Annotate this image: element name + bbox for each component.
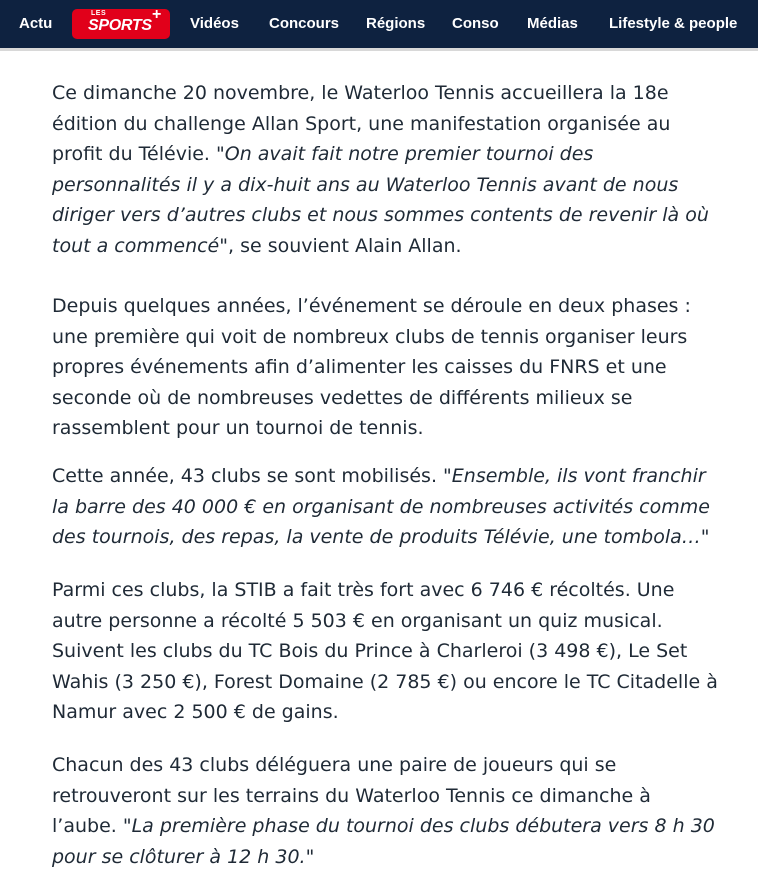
quote-text: tout a commencé" xyxy=(52,234,228,257)
body-text: une première qui voit de nombreux clubs de tennis organiser leurs xyxy=(52,325,688,348)
article-line xyxy=(52,231,752,262)
article-line xyxy=(52,109,752,140)
quote-text: la barre des 40 000 € en organisant de nombreuses activités comme xyxy=(52,495,710,518)
nav-item-conso[interactable]: Conso xyxy=(452,15,499,32)
body-text: Depuis quelques années, l’événement se déroule en deux phases : xyxy=(52,295,691,317)
article-line xyxy=(52,139,752,170)
body-text: propres événements afin d’alimenter les caisses du FNRS et une xyxy=(52,356,667,378)
body-text: rassemblent pour un tournoi de tennis. xyxy=(52,417,424,439)
body-text: Wahis (3 250 €), Forest Domaine (2 785 €) ou encore le TC Citadelle à xyxy=(52,670,718,693)
body-text: profit du Télévie. xyxy=(52,143,217,165)
body-text: Namur avec 2 500 € de gains. xyxy=(52,701,339,723)
body-text: Ce dimanche 20 novembre, le Waterloo Tennis accueillera la 18e xyxy=(52,82,669,104)
article-paragraph xyxy=(52,750,752,872)
article-paragraph xyxy=(52,461,752,553)
article-paragraph xyxy=(52,291,752,444)
quote-text: "Ensemble, ils vont franchir xyxy=(443,465,706,487)
nav-item-lifestyle-people[interactable]: Lifestyle & people xyxy=(609,15,738,32)
nav-item-actu[interactable]: Actu xyxy=(19,15,53,32)
quote-text: des tournois, des repas, la vente de produits Télévie, une tombola…" xyxy=(52,526,710,548)
article-line xyxy=(52,842,752,873)
quote-text: pour se clôturer à 12 h 30." xyxy=(52,845,315,868)
article-line xyxy=(52,413,752,444)
body-text: autre personne a récolté 5 503 € en organisant un quiz musical. xyxy=(52,609,663,632)
article-paragraph xyxy=(52,575,752,728)
logo-plus-icon: + xyxy=(152,9,162,23)
body-text: Suivent les clubs du TC Bois du Prince à Charleroi (3 498 €), Le Set xyxy=(52,640,688,662)
quote-text: personnalités il y a dix-huit ans au Waterloo Tennis avant de nous xyxy=(52,173,679,196)
article-line xyxy=(52,636,752,667)
article-line xyxy=(52,200,752,231)
article-line xyxy=(52,781,752,812)
nav-item-medias[interactable]: Médias xyxy=(527,15,578,32)
article-line xyxy=(52,322,752,353)
body-text: seconde où de nombreuses vedettes de différents milieux se xyxy=(52,386,633,409)
article-line xyxy=(52,575,752,606)
quote-text: "On avait fait notre premier tournoi des xyxy=(216,143,594,165)
article-line xyxy=(52,291,752,322)
article-line xyxy=(52,461,752,492)
body-text: Cette année, 43 clubs se sont mobilisés. xyxy=(52,465,444,487)
quote-text: diriger vers d’autres clubs et nous sommes contents de revenir là où xyxy=(52,204,709,226)
top-navigation-bar xyxy=(0,0,758,51)
article-line xyxy=(52,383,752,414)
nav-item-regions[interactable]: Régions xyxy=(366,15,426,32)
article-line xyxy=(52,170,752,201)
logo-small-text: LES xyxy=(91,10,107,17)
article-line xyxy=(52,492,752,523)
article-line xyxy=(52,750,752,781)
body-text: édition du challenge Allan Sport, une manifestation organisée au xyxy=(52,112,671,135)
article-line xyxy=(52,352,752,383)
article-paragraph xyxy=(52,78,752,261)
article-line xyxy=(52,78,752,109)
body-text: l’aube. xyxy=(52,815,123,837)
body-text: Chacun des 43 clubs déléguera une paire de joueurs qui se xyxy=(52,754,617,776)
body-text: retrouveront sur les terrains du Waterloo Tennis ce dimanche à xyxy=(52,784,651,807)
nav-item-videos[interactable]: Vidéos xyxy=(190,15,239,32)
quote-text: "La première phase du tournoi des clubs débutera vers 8 h 30 xyxy=(122,815,715,837)
article-line xyxy=(52,697,752,728)
logo-big-text: SPORTS xyxy=(88,17,152,34)
article-line xyxy=(52,667,752,698)
nav-item-concours[interactable]: Concours xyxy=(269,15,340,32)
body-text: , se souvient Alain Allan. xyxy=(227,234,462,257)
body-text: Parmi ces clubs, la STIB a fait très fort avec 6 746 € récoltés. Une xyxy=(52,579,675,601)
les-sports-logo[interactable] xyxy=(72,9,170,39)
article-line xyxy=(52,606,752,637)
article-line xyxy=(52,522,752,553)
article-line xyxy=(52,811,752,842)
